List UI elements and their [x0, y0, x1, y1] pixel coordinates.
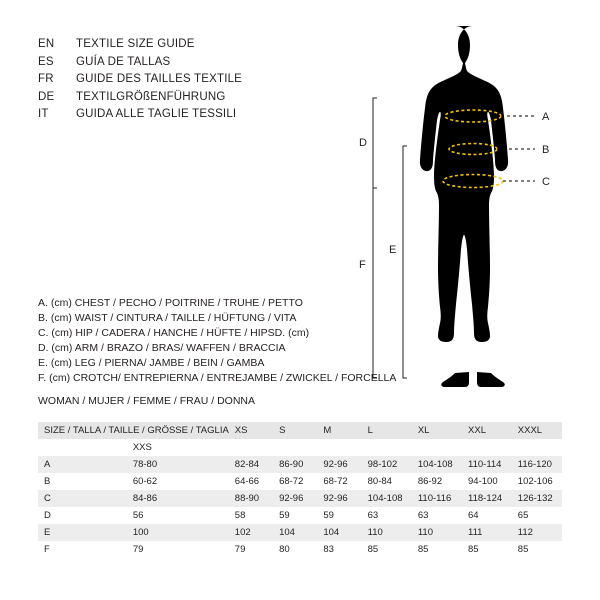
body-measurement-diagram — [355, 18, 600, 403]
table-row — [38, 456, 562, 473]
table-row — [38, 507, 562, 524]
bracket-e — [403, 146, 407, 378]
subheader-blank-7 — [512, 439, 562, 456]
legend-item-c: C. (cm) HIP / CADERA / HANCHE / HÜFTE / HIPSD. (cm) — [38, 327, 310, 339]
cell-f-xxl: 85 — [468, 544, 479, 555]
subheader-blank-3 — [317, 439, 361, 456]
cell-b-xs: 64-66 — [234, 476, 260, 487]
cell-b-l: 80-84 — [367, 476, 392, 487]
title-row — [38, 91, 358, 109]
table-header-s: S — [279, 425, 286, 436]
legend-spacer — [38, 386, 378, 394]
cell-e-s: 104 — [279, 527, 295, 538]
title-text-fr: GUIDE DES TAILLES TEXTILE — [76, 73, 243, 85]
table-header-label: SIZE / TALLA / TAILLE / GRÖSSE / TAGLIA — [44, 425, 229, 436]
cell-e-xxxl: 112 — [517, 527, 533, 538]
subheader-blank-6 — [462, 439, 512, 456]
subheader-blank-5 — [412, 439, 462, 456]
cell-d-xxl: 64 — [468, 510, 479, 521]
table-header-row — [38, 422, 562, 439]
cell-f-xxs: 79 — [132, 544, 144, 555]
legend-item-d: D. (cm) ARM / BRAZO / BRAS/ WAFFEN / BRACCIA — [38, 342, 286, 354]
cell-f-xs: 79 — [234, 544, 246, 555]
cell-a-xl: 104-108 — [417, 459, 453, 470]
label-c: C — [542, 176, 550, 188]
row-label-a: A — [44, 459, 51, 470]
title-row — [38, 73, 358, 91]
row-label-b: B — [44, 476, 51, 487]
table-row — [38, 524, 562, 541]
row-label-d: D — [44, 510, 51, 521]
title-text-it: GUIDA ALLE TAGLIE TESSILI — [76, 108, 237, 120]
subheader-blank-1 — [229, 439, 273, 456]
subheader-blank-2 — [273, 439, 317, 456]
title-block — [38, 38, 358, 126]
cell-f-l: 85 — [367, 544, 379, 555]
table-header-l: L — [367, 425, 373, 436]
title-row — [38, 38, 358, 56]
cell-f-xxxl: 85 — [517, 544, 529, 555]
cell-d-xxxl: 65 — [517, 510, 529, 521]
size-table-wrapper — [38, 422, 562, 558]
cell-a-l: 98-102 — [367, 459, 398, 470]
cell-d-s: 59 — [279, 510, 290, 521]
cell-f-xl: 85 — [417, 544, 429, 555]
table-row — [38, 490, 562, 507]
gender-label: WOMAN / MUJER / FEMME / FRAU / DONNA — [38, 395, 255, 407]
table-header-xl: XL — [417, 425, 430, 436]
cell-b-xxs: 60-62 — [132, 476, 158, 487]
title-lang-de: DE — [38, 90, 55, 103]
title-text-es: GUÍA DE TALLAS — [76, 55, 171, 68]
legend-block — [38, 296, 397, 409]
cell-d-l: 63 — [367, 510, 379, 521]
title-row — [38, 108, 358, 126]
cell-e-l: 110 — [367, 527, 383, 538]
cell-e-xxs: 100 — [132, 527, 149, 538]
row-label-f: F — [44, 544, 50, 555]
cell-b-xxxl: 102-106 — [517, 476, 553, 487]
cell-d-xl: 63 — [417, 510, 429, 521]
legend-item-a: A. (cm) CHEST / PECHO / POITRINE / TRUHE / PETTO — [38, 297, 303, 309]
cell-d-xxs: 56 — [132, 510, 144, 521]
cell-a-xs: 82-84 — [234, 459, 260, 470]
title-lang-en: EN — [38, 38, 55, 50]
cell-c-xs: 88-90 — [234, 493, 260, 504]
row-label-e: E — [44, 527, 51, 538]
cell-e-xxl: 111 — [468, 527, 483, 538]
cell-c-xxl: 118-124 — [468, 493, 503, 504]
table-subheader-row — [38, 439, 562, 456]
table-header-xxl: XXL — [468, 425, 486, 436]
vertical-guides — [373, 98, 407, 378]
cell-c-xl: 110-116 — [417, 493, 452, 504]
cell-c-xxs: 84-86 — [132, 493, 158, 504]
subheader-blank-4 — [362, 439, 412, 456]
legend-item-e: E. (cm) LEG / PIERNA/ JAMBE / BEIN / GAMBA — [38, 357, 265, 369]
table-row — [38, 541, 562, 558]
cell-a-xxs: 78-80 — [132, 459, 158, 470]
cell-b-xxl: 94-100 — [468, 476, 498, 487]
title-lang-es: ES — [38, 55, 54, 68]
cell-a-s: 86-90 — [279, 459, 304, 470]
title-text-de: TEXTILGRÖßENFÜHRUNG — [76, 90, 226, 103]
cell-a-xxxl: 116-120 — [517, 459, 552, 470]
table-row — [38, 473, 562, 490]
legend-item-f: F. (cm) CROTCH/ ENTREPIERNA / ENTREJAMBE / ZWICKEL / FORCELLA — [38, 372, 397, 384]
label-a: A — [542, 111, 550, 123]
cell-c-l: 104-108 — [367, 493, 403, 504]
label-f: F — [359, 259, 366, 271]
size-table — [38, 422, 562, 558]
cell-d-xs: 58 — [234, 510, 246, 521]
cell-e-xl: 110 — [417, 527, 433, 538]
subheader-xxs: XXS — [132, 442, 152, 453]
label-e: E — [389, 244, 397, 256]
cell-c-s: 92-96 — [279, 493, 304, 504]
cell-b-xl: 86-92 — [417, 476, 443, 487]
table-header-xxs: XS — [234, 425, 248, 436]
cell-f-m: 83 — [323, 544, 334, 555]
cell-c-xxxl: 126-132 — [517, 493, 553, 504]
table-header-m: M — [323, 425, 332, 436]
label-b: B — [542, 144, 550, 156]
cell-d-m: 59 — [323, 510, 334, 521]
legend-item-b: B. (cm) WAIST / CINTURA / TAILLE / HÜFTUNG / VITA — [38, 312, 297, 324]
cell-e-m: 104 — [323, 527, 340, 538]
cell-a-m: 92-96 — [323, 459, 348, 470]
title-lang-fr: FR — [38, 73, 54, 85]
title-text-en: TEXTILE SIZE GUIDE — [76, 38, 195, 50]
empty-corner — [38, 439, 127, 456]
table-header-xxxl: XXXL — [517, 425, 543, 436]
title-row — [38, 56, 358, 74]
bracket-d — [373, 98, 377, 188]
title-lang-it: IT — [38, 108, 49, 120]
cell-b-m: 68-72 — [323, 476, 348, 487]
cell-f-s: 80 — [279, 544, 290, 555]
cell-c-m: 92-96 — [323, 493, 348, 504]
cell-a-xxl: 110-114 — [468, 459, 502, 470]
cell-b-s: 68-72 — [279, 476, 304, 487]
woman-silhouette-icon — [420, 26, 508, 387]
row-label-c: C — [44, 493, 51, 504]
label-d: D — [359, 137, 367, 149]
cell-e-xs: 102 — [234, 527, 251, 538]
